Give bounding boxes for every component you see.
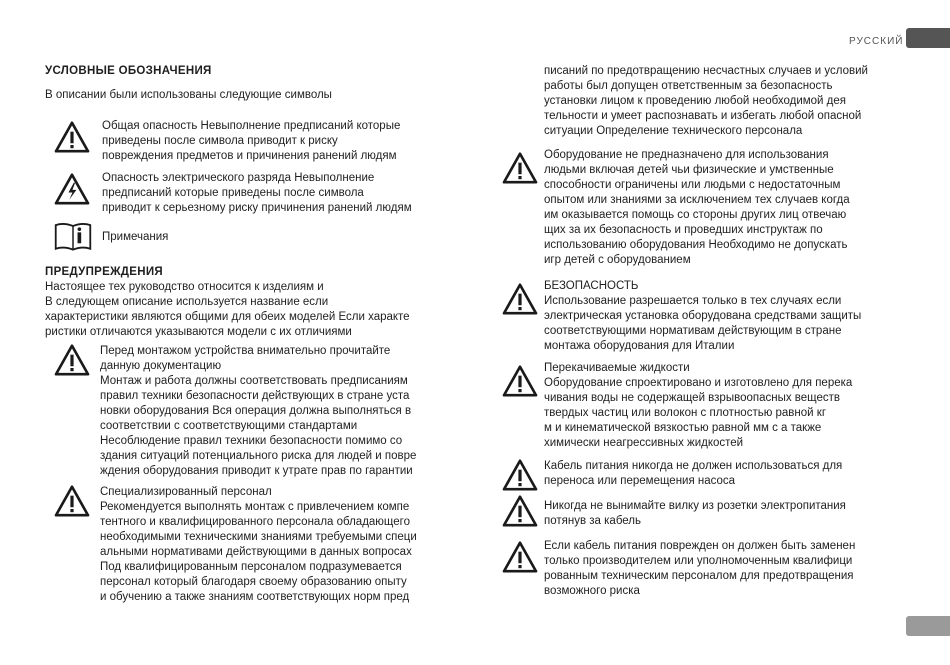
warning-cable-text: Кабель питания никогда не должен использоваться для переноса или перемещения насоса	[544, 460, 843, 487]
warning-children-text: Оборудование не предназначено для использования людьми включая детей чьи физические и умственные способности ограничены или людьми с недостаточным опытом или знаниями за исключением тех случаев когда им оказывается помощь со стороны других лиц отвечаю щих за их безопасность и проведших инструктаж по использованию оборудования Необходимо не допускать игр детей с оборудованием	[544, 149, 850, 266]
warning-triangle-icon	[54, 121, 90, 153]
left-column	[45, 64, 465, 607]
warning-triangle-icon	[502, 495, 538, 527]
symbol-general-danger	[45, 119, 465, 164]
warning-safety	[502, 279, 902, 356]
warnings-heading: ПРЕДУПРЕЖДЕНИЯ	[45, 266, 163, 278]
warning-liquids	[502, 361, 902, 453]
warning-triangle-icon	[502, 365, 538, 397]
warning-triangle-icon	[54, 485, 90, 517]
symbol-general-danger-text: Общая опасность Невыполнение предписаний которые приведены после символа приводит к риску повреждения предметов и причинения ранений людям	[102, 120, 401, 162]
warning-personnel	[45, 485, 465, 607]
symbols-intro: В описании были использованы следующие символы	[45, 89, 332, 101]
warning-installation	[45, 344, 465, 481]
symbol-notes-text: Примечания	[102, 231, 169, 243]
warning-triangle-icon	[502, 152, 538, 184]
electric-shock-icon	[54, 173, 90, 205]
warning-triangle-icon	[502, 459, 538, 491]
warning-damaged-cable	[502, 539, 902, 601]
warnings-intro: Настоящее тех руководство относится к изделиям и В следующем описание используется название если характеристики являются общими для обеих моделей Если характе ристики отличаются указываются модели с их отличиями	[45, 281, 410, 338]
warning-triangle-icon	[502, 283, 538, 315]
warning-damaged-cable-text: Если кабель питания поврежден он должен быть заменен только производителем или уполномоченным квалифици рованным техническим персоналом для предотвращения возможного риска	[544, 540, 856, 597]
warning-safety-text: БЕЗОПАСНОСТЬ Использование разрешается только в тех случаях если электрическая установка оборудована средствами защиты соответствующими нормативам действующим в стране монтажа оборудования для Италии	[544, 280, 862, 352]
language-label: РУССКИЙ	[849, 36, 904, 47]
warning-installation-text: Перед монтажом устройства внимательно прочитайте данную документацию Монтаж и работа должны соответствовать предписаниям правил техники безопасности действующих в стране уста новки оборудования Вся операция должна выполняться в соответствии с соответствующими стандартами Несоблюдение правил техники безопасности помимо со здания ситуаций потенциального риска для людей и повре ждения оборудования приводит к утрате прав по гарантии	[100, 345, 417, 477]
info-book-icon	[53, 220, 93, 252]
warning-triangle-icon	[502, 541, 538, 573]
page-number-tab	[906, 616, 950, 636]
warning-children	[502, 148, 902, 270]
symbol-notes	[45, 220, 465, 254]
symbol-electric-shock-text: Опасность электрического разряда Невыполнение предписаний которые приведены после символа приводит к серьезному риску причинения ранений людям	[102, 172, 412, 214]
warning-personnel-text: Специализированный персонал Рекомендуется выполнять монтаж с привлечением компе тентного и квалифицированного персонала обладающего необходимыми техническими знаниями требуемыми специ альными нормативами действующими в данных вопросах Под квалифицированным персоналом подразумевается персонал который благодаря своему образованию опыту и обучению а также знаниям соответствующих норм пред	[100, 486, 417, 603]
warning-plug	[502, 495, 902, 529]
warning-plug-text: Никогда не вынимайте вилку из розетки электропитания потянув за кабель	[544, 500, 846, 527]
warning-triangle-icon	[54, 344, 90, 376]
warning-cable	[502, 459, 902, 491]
personnel-continuation: писаний по предотвращению несчастных случаев и условий работы был допущен ответственным за безопасность установки лицом к проведению любой необходимой дея тельности и умеет распознавать и избегать любой опасной ситуации Определение технического персонала	[544, 65, 868, 137]
symbol-electric-shock	[45, 171, 465, 216]
symbols-heading: УСЛОВНЫЕ ОБОЗНАЧЕНИЯ	[45, 65, 212, 77]
right-column	[502, 64, 902, 601]
warning-liquids-text: Перекачиваемые жидкости Оборудование спроектировано и изготовлено для перека чивания воды не содержащей взрывоопасных веществ твердых частиц или волокон с плотностью равной кг м и кинематической вязкостью равной мм с а также химически неагрессивных жидкостей	[544, 362, 853, 449]
language-tab	[906, 28, 950, 48]
